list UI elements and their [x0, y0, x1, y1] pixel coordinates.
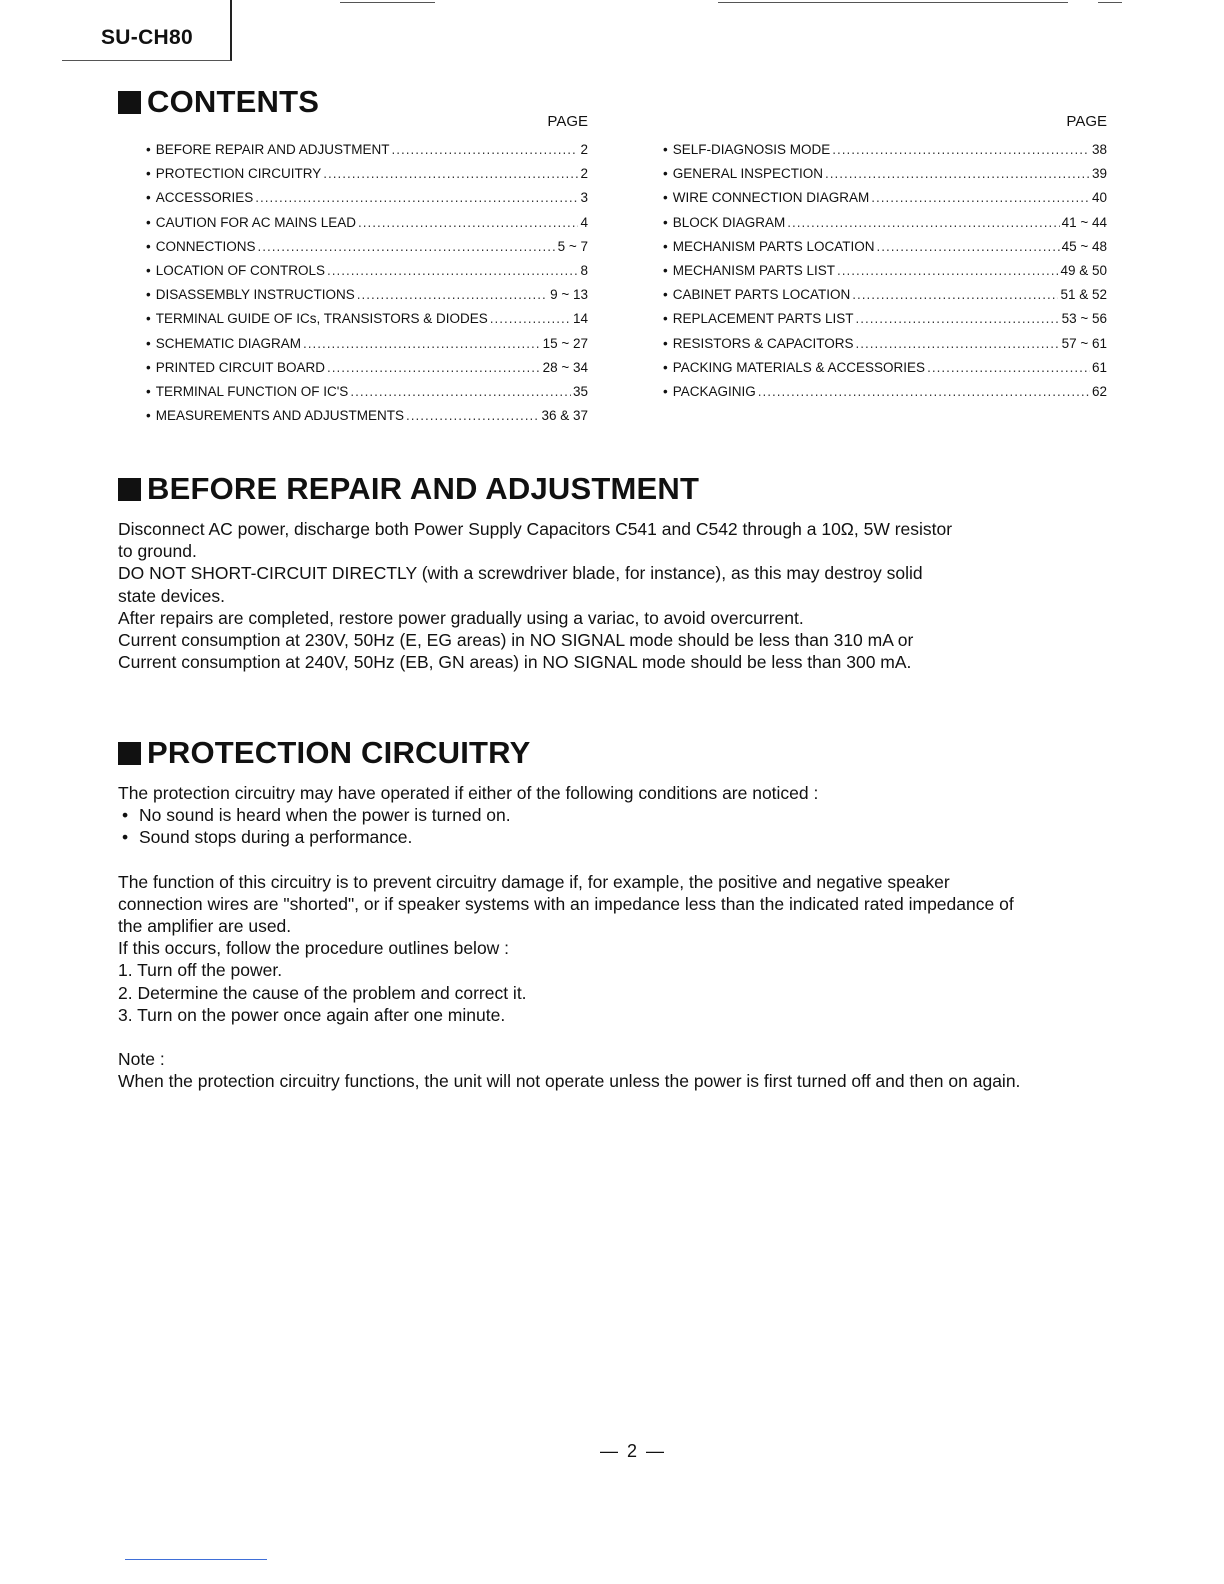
toc-entry-page: 40 — [1091, 190, 1107, 206]
toc-entry — [663, 138, 1107, 162]
procedure-step: 2. Determine the cause of the problem and correct it. — [118, 982, 527, 1003]
toc-entry — [663, 380, 1107, 404]
page-number: — 2 — — [600, 1441, 667, 1461]
bullet-dot-icon: • — [146, 359, 151, 375]
toc-dot-leader — [871, 186, 1090, 210]
toc-entry — [663, 356, 1107, 380]
toc-dot-leader — [357, 283, 548, 307]
top-rule-right — [1098, 2, 1122, 3]
toc-dot-leader — [406, 404, 539, 428]
toc-page-label: PAGE — [547, 113, 588, 130]
toc-dot-leader — [350, 380, 571, 404]
body-line: DO NOT SHORT-CIRCUIT DIRECTLY (with a screwdriver blade, for instance), as this may destroy solid — [118, 563, 923, 584]
bullet-dot-icon: • — [122, 805, 129, 826]
toc-entry-label: BEFORE REPAIR AND ADJUSTMENT — [155, 142, 390, 157]
bullet-dot-icon: • — [663, 335, 668, 351]
toc-entry-label: CAUTION FOR AC MAINS LEAD — [155, 214, 357, 230]
bullet-dot-icon: • — [146, 335, 151, 351]
toc-entry-page: 2 — [580, 142, 588, 157]
toc-entry-label: LOCATION OF CONTROLS — [155, 262, 325, 278]
toc-entry-label: MECHANISM PARTS LOCATION — [672, 238, 875, 254]
toc-entry-page: 41 ~ 44 — [1061, 214, 1107, 230]
toc-entry-label: BLOCK DIAGRAM — [672, 214, 786, 230]
toc-entry-page: 38 — [1091, 142, 1107, 157]
toc-entry — [663, 186, 1107, 210]
toc-dot-leader — [258, 235, 556, 259]
bullet-dot-icon: • — [663, 287, 668, 303]
bullet-dot-icon: • — [146, 287, 151, 303]
before-repair-heading — [118, 471, 699, 507]
bullet-dot-icon: • — [122, 827, 129, 848]
toc-entry-label: CONNECTIONS — [155, 238, 256, 254]
bullet-dot-icon: • — [146, 214, 151, 230]
square-bullet-icon — [118, 742, 141, 765]
toc-dot-leader — [255, 186, 578, 210]
protection-title: PROTECTION CIRCUITRY — [147, 735, 531, 770]
toc-entry — [146, 283, 588, 307]
before-repair-body — [118, 518, 952, 673]
bullet-dot-icon: • — [146, 311, 151, 327]
top-rule-left — [340, 2, 435, 3]
toc-dot-leader — [327, 259, 578, 283]
bullet-dot-icon: • — [663, 190, 668, 206]
toc-entry-label: TERMINAL GUIDE OF ICs, TRANSISTORS & DIODES — [155, 311, 488, 327]
toc-entry-label: SELF-DIAGNOSIS MODE — [672, 142, 831, 157]
bullet-dot-icon: • — [663, 142, 668, 157]
toc-entry-label: PACKING MATERIALS & ACCESSORIES — [672, 359, 926, 375]
toc-entry — [663, 162, 1107, 186]
toc-entry — [146, 211, 588, 235]
toc-list-right — [663, 138, 1107, 404]
toc-entry — [146, 380, 588, 404]
toc-dot-leader — [787, 211, 1059, 235]
toc-entry-page: 35 — [572, 383, 588, 399]
bullet-dot-icon: • — [663, 214, 668, 230]
toc-entry — [146, 162, 588, 186]
toc-entry — [663, 307, 1107, 331]
toc-entry-page: 2 — [580, 166, 588, 182]
toc-entry-page: 51 & 52 — [1060, 287, 1107, 303]
toc-dot-leader — [303, 332, 541, 356]
toc-entry — [146, 404, 588, 428]
toc-entry-page: 45 ~ 48 — [1061, 238, 1107, 254]
toc-entry-page: 28 ~ 34 — [542, 359, 588, 375]
toc-entry — [146, 138, 588, 162]
body-line: The function of this circuitry is to prevent circuitry damage if, for example, the positive and negative speaker — [118, 871, 950, 892]
body-line: connection wires are "shorted", or if speaker systems with an impedance less than the indicated rated impedance of — [118, 893, 1014, 914]
body-line: If this occurs, follow the procedure outlines below : — [118, 938, 510, 959]
toc-entry-label: CABINET PARTS LOCATION — [672, 287, 851, 303]
toc-entry-page: 15 ~ 27 — [542, 335, 588, 351]
toc-entry-page: 49 & 50 — [1060, 262, 1107, 278]
toc-entry-page: 53 ~ 56 — [1061, 311, 1107, 327]
toc-dot-leader — [825, 162, 1090, 186]
bullet-dot-icon: • — [146, 142, 151, 157]
toc-entry-label: WIRE CONNECTION DIAGRAM — [672, 190, 870, 206]
procedure-step: 3. Turn on the power once again after one minute. — [118, 1004, 506, 1025]
top-rule-middle — [718, 2, 1068, 3]
toc-entry-label: REPLACEMENT PARTS LIST — [672, 311, 854, 327]
protection-body — [118, 782, 1020, 1092]
bullet-dot-icon: • — [663, 166, 668, 182]
note-label: Note : — [118, 1049, 165, 1070]
toc-entry — [663, 211, 1107, 235]
toc-entry-page: 4 — [580, 214, 588, 230]
toc-entry-label: TERMINAL FUNCTION OF IC'S — [155, 383, 349, 399]
procedure-step: 1. Turn off the power. — [118, 960, 283, 981]
toc-dot-leader — [837, 259, 1058, 283]
condition-text: Sound stops during a performance. — [139, 827, 413, 848]
toc-entry-page: 8 — [580, 262, 588, 278]
toc-entry — [663, 283, 1107, 307]
toc-entry-page: 57 ~ 61 — [1061, 335, 1107, 351]
body-line: state devices. — [118, 585, 225, 606]
toc-entry — [146, 186, 588, 210]
toc-entry-page: 14 — [572, 311, 588, 327]
toc-entry-page: 9 ~ 13 — [550, 287, 588, 303]
toc-dot-leader — [927, 356, 1090, 380]
bottom-rule — [125, 1559, 267, 1560]
toc-entry — [146, 259, 588, 283]
square-bullet-icon — [118, 478, 141, 501]
protection-intro: The protection circuitry may have operated if either of the following conditions are noticed : — [118, 783, 819, 803]
toc-page-label: PAGE — [1066, 113, 1107, 130]
toc-entry-label: SCHEMATIC DIAGRAM — [155, 335, 301, 351]
bullet-dot-icon: • — [663, 238, 668, 254]
body-line: to ground. — [118, 541, 197, 562]
body-line: Disconnect AC power, discharge both Power Supply Capacitors C541 and C542 through a 10Ω, 5W resistor — [118, 519, 953, 539]
bullet-dot-icon: • — [663, 311, 668, 327]
toc-dot-leader — [490, 307, 571, 331]
bullet-dot-icon: • — [663, 383, 668, 399]
toc-entry-label: MECHANISM PARTS LIST — [672, 262, 836, 278]
toc-entry — [146, 307, 588, 331]
body-line: the amplifier are used. — [118, 916, 292, 937]
toc-entry-label: PROTECTION CIRCUITRY — [155, 166, 322, 182]
toc-entry — [663, 235, 1107, 259]
protection-heading — [118, 735, 530, 771]
toc-entry — [146, 332, 588, 356]
bullet-dot-icon: • — [146, 190, 151, 206]
note-text: When the protection circuitry functions, the unit will not operate unless the power is first turned off and then on again. — [118, 1071, 1021, 1092]
toc-entry-label: MEASUREMENTS AND ADJUSTMENTS — [155, 408, 405, 424]
toc-dot-leader — [327, 356, 541, 380]
bullet-dot-icon: • — [146, 166, 151, 182]
toc-dot-leader — [392, 138, 579, 162]
toc-dot-leader — [877, 235, 1060, 259]
toc-dot-leader — [856, 307, 1060, 331]
toc-entry — [663, 332, 1107, 356]
toc-entry-page: 3 — [580, 190, 588, 206]
toc-entry-page: 36 & 37 — [541, 408, 588, 424]
toc-dot-leader — [856, 332, 1060, 356]
list-item — [118, 804, 1020, 826]
contents-title: CONTENTS — [147, 84, 320, 119]
square-bullet-icon — [118, 91, 141, 114]
toc-dot-leader — [832, 138, 1090, 162]
toc-entry-label: PRINTED CIRCUIT BOARD — [155, 359, 325, 375]
body-line: Current consumption at 230V, 50Hz (E, EG areas) in NO SIGNAL mode should be less than 310 mA or — [118, 630, 914, 651]
toc-list-left — [146, 138, 588, 428]
before-repair-title: BEFORE REPAIR AND ADJUSTMENT — [147, 471, 700, 506]
bullet-dot-icon: • — [146, 262, 151, 278]
bullet-dot-icon: • — [146, 408, 151, 424]
toc-entry-page: 62 — [1091, 383, 1107, 399]
toc-dot-leader — [758, 380, 1090, 404]
toc-entry-label: RESISTORS & CAPACITORS — [672, 335, 854, 351]
body-line: After repairs are completed, restore power gradually using a variac, to avoid overcurrent. — [118, 607, 804, 628]
toc-right-column — [663, 112, 1107, 404]
bullet-dot-icon: • — [146, 238, 151, 254]
body-line: Current consumption at 240V, 50Hz (EB, GN areas) in NO SIGNAL mode should be less than 300 mA. — [118, 652, 912, 673]
toc-entry-page: 39 — [1091, 166, 1107, 182]
toc-dot-leader — [852, 283, 1058, 307]
toc-entry-label: DISASSEMBLY INSTRUCTIONS — [155, 287, 355, 303]
bullet-dot-icon: • — [663, 262, 668, 278]
toc-entry-label: ACCESSORIES — [155, 190, 254, 206]
toc-entry — [146, 235, 588, 259]
toc-entry-page: 61 — [1091, 359, 1107, 375]
protection-conditions-list — [118, 804, 1020, 848]
toc-dot-leader — [358, 211, 578, 235]
list-item — [118, 826, 1020, 848]
toc-entry — [146, 356, 588, 380]
toc-entry-label: PACKAGINIG — [672, 383, 756, 399]
toc-entry-page: 5 ~ 7 — [557, 238, 588, 254]
bullet-dot-icon: • — [663, 359, 668, 375]
toc-left-column — [146, 112, 588, 428]
toc-entry — [663, 259, 1107, 283]
model-number: SU-CH80 — [101, 26, 193, 49]
condition-text: No sound is heard when the power is turned on. — [139, 805, 511, 826]
toc-dot-leader — [323, 162, 578, 186]
toc-entry-label: GENERAL INSPECTION — [672, 166, 824, 182]
bullet-dot-icon: • — [146, 383, 151, 399]
